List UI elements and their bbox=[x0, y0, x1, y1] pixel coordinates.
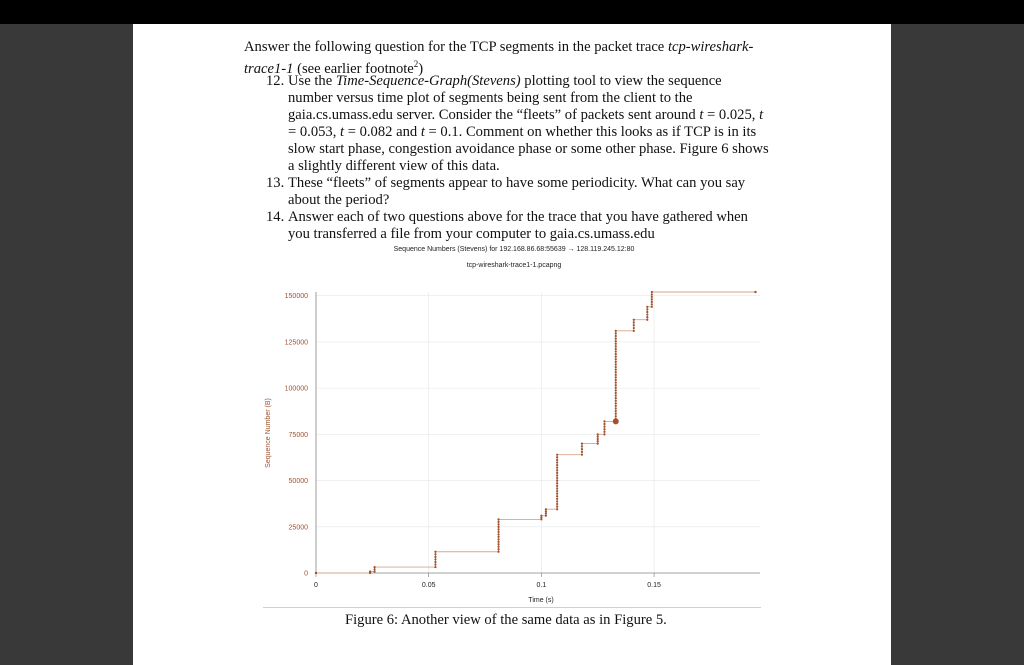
tick-labels bbox=[285, 293, 661, 589]
segment-point bbox=[603, 428, 605, 430]
segment-point bbox=[581, 451, 583, 453]
segment-point bbox=[545, 510, 547, 512]
segment-point bbox=[556, 508, 558, 510]
q12-line: slow start phase, congestion avoidance phase or some other phase. Figure 6 shows bbox=[288, 141, 769, 157]
y-tick-label: 100000 bbox=[284, 385, 308, 393]
segment-point bbox=[633, 327, 635, 329]
segment-point bbox=[633, 321, 635, 323]
segment-point bbox=[434, 553, 436, 555]
segment-point bbox=[615, 394, 617, 396]
segment-point bbox=[581, 448, 583, 450]
segment-point bbox=[581, 454, 583, 456]
segment-point bbox=[603, 425, 605, 427]
segment-point bbox=[556, 503, 558, 505]
segment-point bbox=[615, 345, 617, 347]
segment-point bbox=[615, 369, 617, 371]
y-tick-label: 150000 bbox=[284, 293, 308, 301]
segment-point bbox=[556, 495, 558, 497]
q13-line: These “fleets” of segments appear to have some periodicity. What can you say bbox=[288, 175, 746, 191]
x-axis-label: Time (s) bbox=[528, 597, 554, 604]
segment-point bbox=[556, 459, 558, 461]
caption-rule bbox=[263, 607, 761, 608]
segment-point bbox=[615, 340, 617, 342]
segment-point bbox=[603, 433, 605, 435]
trace-name-part-1: tcp-wireshark- bbox=[667, 39, 754, 55]
segment-point bbox=[556, 490, 558, 492]
x-tick-label: 0.15 bbox=[647, 582, 661, 589]
series bbox=[315, 291, 757, 574]
q14-line: Answer each of two questions above for the trace that you have gathered when bbox=[288, 209, 748, 225]
segment-point bbox=[651, 296, 653, 298]
segment-point bbox=[603, 431, 605, 433]
segment-point bbox=[597, 442, 599, 444]
q12-line: = 0.053, t = 0.082 and t = 0.1. Comment on whether this looks as if TCP is in its bbox=[288, 124, 757, 140]
segment-point bbox=[615, 363, 617, 365]
segment-point bbox=[497, 526, 499, 528]
document-page bbox=[133, 24, 891, 665]
segment-point bbox=[615, 387, 617, 389]
segment-point bbox=[434, 556, 436, 558]
segment-point bbox=[597, 433, 599, 435]
segment-point bbox=[497, 528, 499, 530]
y-tick-label: 0 bbox=[304, 570, 308, 578]
figure-caption: Figure 6: Another view of the same data as in Figure 5. bbox=[345, 612, 667, 628]
segment-point bbox=[497, 531, 499, 533]
segment-point bbox=[497, 541, 499, 543]
segment-point bbox=[556, 472, 558, 474]
segment-point bbox=[651, 298, 653, 300]
sequence-step-line bbox=[316, 292, 755, 573]
segment-point bbox=[315, 572, 317, 574]
segment-point bbox=[497, 546, 499, 548]
intro-text-2: (see earlier footnote bbox=[293, 60, 414, 77]
sequence-chart bbox=[133, 24, 891, 604]
segment-point bbox=[581, 445, 583, 447]
segment-point bbox=[603, 420, 605, 422]
segment-point bbox=[646, 308, 648, 310]
segment-point bbox=[615, 415, 617, 417]
segment-point bbox=[646, 316, 648, 318]
segment-point bbox=[615, 335, 617, 337]
segment-point bbox=[497, 518, 499, 520]
segment-point bbox=[615, 379, 617, 381]
segment-point bbox=[373, 566, 375, 568]
segment-point bbox=[615, 413, 617, 415]
segment-point bbox=[556, 464, 558, 466]
q12-line: number versus time plot of segments being sent from the client to the bbox=[288, 90, 693, 106]
segment-point bbox=[556, 487, 558, 489]
segment-point bbox=[615, 381, 617, 383]
segment-point bbox=[556, 474, 558, 476]
q14-line: you transferred a file from your computer to gaia.cs.umass.edu bbox=[288, 226, 655, 242]
segment-point bbox=[545, 515, 547, 517]
segment-point bbox=[615, 361, 617, 363]
segment-point bbox=[556, 493, 558, 495]
segment-point bbox=[497, 548, 499, 550]
y-axis-label: Sequence Number (B) bbox=[265, 398, 272, 468]
segment-point bbox=[615, 402, 617, 404]
segment-point bbox=[556, 469, 558, 471]
segment-point bbox=[646, 319, 648, 321]
y-tick-label: 50000 bbox=[288, 478, 308, 486]
segment-point bbox=[545, 508, 547, 510]
segment-point bbox=[615, 366, 617, 368]
segment-point bbox=[615, 348, 617, 350]
segment-point bbox=[615, 332, 617, 334]
segment-point bbox=[651, 303, 653, 305]
segment-point bbox=[373, 568, 375, 570]
segment-point bbox=[497, 551, 499, 553]
segment-point bbox=[615, 350, 617, 352]
segment-point bbox=[615, 376, 617, 378]
segment-point bbox=[597, 436, 599, 438]
segment-point bbox=[434, 551, 436, 553]
segment-point bbox=[615, 337, 617, 339]
segment-point bbox=[615, 410, 617, 412]
segment-point bbox=[497, 538, 499, 540]
chart-title: Sequence Numbers (Stevens) for 192.168.86.68:55639 → 128.119.245.12:80 bbox=[393, 246, 635, 253]
y-tick-label: 25000 bbox=[288, 524, 308, 532]
segment-point bbox=[597, 438, 599, 440]
segment-point bbox=[615, 407, 617, 409]
segment-point bbox=[633, 324, 635, 326]
q12-line: gaia.cs.umass.edu server. Consider the “fleets” of packets sent around t = 0.025, t bbox=[288, 107, 764, 123]
segment-point bbox=[556, 456, 558, 458]
segment-point bbox=[556, 480, 558, 482]
x-tick-label: 0.1 bbox=[536, 582, 547, 589]
segment-point bbox=[651, 293, 653, 295]
segment-point bbox=[497, 521, 499, 523]
highlighted-point bbox=[613, 418, 619, 424]
segment-point bbox=[615, 400, 617, 402]
question-13-number: 13. bbox=[266, 175, 285, 191]
segment-point bbox=[581, 442, 583, 444]
segment-point bbox=[615, 397, 617, 399]
segment-point bbox=[434, 563, 436, 565]
segment-point bbox=[434, 561, 436, 563]
q13-line: about the period? bbox=[288, 192, 390, 208]
segment-point bbox=[646, 306, 648, 308]
segment-point bbox=[497, 543, 499, 545]
segment-point bbox=[615, 389, 617, 391]
segment-point bbox=[369, 570, 371, 572]
segment-point bbox=[545, 512, 547, 514]
segment-point bbox=[615, 371, 617, 373]
segment-point bbox=[373, 570, 375, 572]
y-tick-label: 75000 bbox=[288, 431, 308, 439]
segment-point bbox=[615, 330, 617, 332]
segment-point bbox=[556, 482, 558, 484]
segment-point bbox=[754, 291, 756, 293]
segment-point bbox=[434, 558, 436, 560]
segment-point bbox=[497, 523, 499, 525]
segment-point bbox=[615, 358, 617, 360]
segment-point bbox=[603, 423, 605, 425]
intro-text: Answer the following question for the TCP segments in the packet trace bbox=[244, 39, 668, 55]
segment-point bbox=[615, 392, 617, 394]
x-tick-label: 0 bbox=[314, 582, 318, 589]
segment-point bbox=[434, 566, 436, 568]
question-12-number: 12. bbox=[266, 73, 285, 89]
segment-point bbox=[556, 498, 558, 500]
segment-point bbox=[497, 536, 499, 538]
question-14-number: 14. bbox=[266, 209, 285, 225]
segment-point bbox=[615, 405, 617, 407]
segment-point bbox=[556, 477, 558, 479]
segment-point bbox=[556, 485, 558, 487]
segment-point bbox=[540, 515, 542, 517]
trace-name-part-2: trace1-1 bbox=[244, 60, 294, 77]
segment-point bbox=[556, 461, 558, 463]
q12-line: a slightly different view of this data. bbox=[288, 158, 500, 174]
segment-point bbox=[633, 319, 635, 321]
grid bbox=[316, 292, 760, 573]
segment-point bbox=[597, 440, 599, 442]
segment-point bbox=[615, 356, 617, 358]
q12-line: Use the Time-Sequence-Graph(Stevens) plotting tool to view the sequence bbox=[288, 73, 722, 89]
segment-point bbox=[497, 533, 499, 535]
intro-close: ) bbox=[418, 60, 424, 77]
segment-point bbox=[615, 374, 617, 376]
segment-point bbox=[556, 500, 558, 502]
segment-point bbox=[651, 301, 653, 303]
segment-point bbox=[615, 384, 617, 386]
segment-point bbox=[556, 454, 558, 456]
segment-point bbox=[646, 311, 648, 313]
segment-point bbox=[615, 343, 617, 345]
x-tick-label: 0.05 bbox=[421, 582, 436, 589]
segment-point bbox=[646, 313, 648, 315]
chart-subtitle: tcp-wireshark-trace1-1.pcapng bbox=[466, 262, 562, 269]
segment-point bbox=[633, 330, 635, 332]
segment-point bbox=[651, 306, 653, 308]
segment-point bbox=[556, 467, 558, 469]
segment-point bbox=[615, 353, 617, 355]
y-tick-label: 125000 bbox=[284, 339, 308, 347]
footnote-mark: 2 bbox=[413, 59, 419, 69]
top-black-bar bbox=[0, 0, 1024, 24]
segment-point bbox=[651, 291, 653, 293]
segment-point bbox=[556, 506, 558, 508]
